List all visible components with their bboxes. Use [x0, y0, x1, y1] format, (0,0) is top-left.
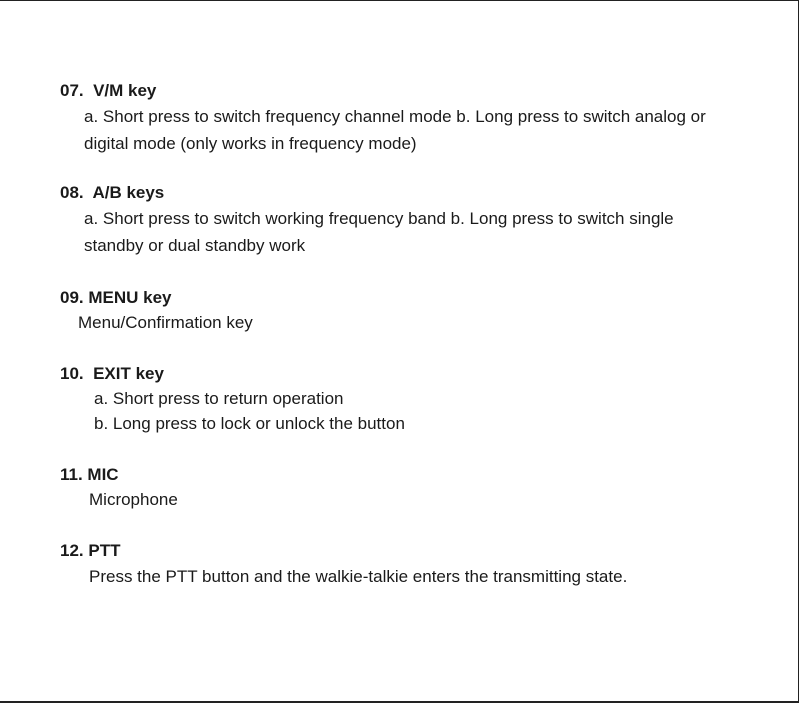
section-10-line-2: b. Long press to lock or unlock the button [94, 414, 405, 433]
section-12-line-1: Press the PTT button and the walkie-talkie enters the transmitting state. [89, 567, 628, 586]
section-08-line-2: standby or dual standby work [84, 236, 306, 255]
section-09-line-1: Menu/Confirmation key [78, 313, 253, 332]
section-07-line-1: a. Short press to switch frequency channel mode b. Long press to switch analog or [84, 107, 706, 126]
section-11-heading: 11. MIC [60, 465, 119, 484]
section-09-heading: 09. MENU key [60, 288, 172, 307]
section-08-line-1: a. Short press to switch working frequency band b. Long press to switch single [84, 209, 674, 228]
section-11-line-1: Microphone [89, 490, 178, 509]
section-07-heading: 07. V/M key [60, 81, 157, 100]
section-08-heading: 08. A/B keys [60, 183, 165, 202]
section-10-line-1: a. Short press to return operation [94, 389, 344, 408]
section-12-heading: 12. PTT [60, 541, 121, 560]
section-07-line-2: digital mode (only works in frequency mode) [84, 134, 417, 153]
section-10-heading: 10. EXIT key [60, 364, 164, 383]
